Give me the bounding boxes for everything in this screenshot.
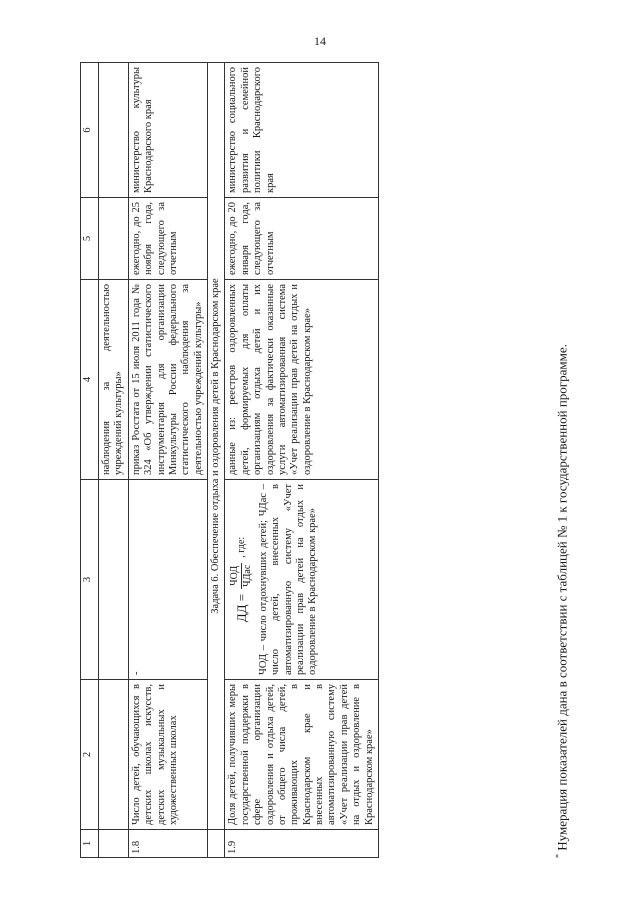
responsible-body: министерство культуры Краснодарского края bbox=[128, 63, 207, 198]
continuation-text: наблюдения за деятельностью учреждений культуры» bbox=[99, 280, 129, 480]
responsible-body: министерство социального развития и семейной политики Краснодарского края bbox=[225, 63, 379, 198]
footnote-text: Нумерация показателей дана в соответствии с таблицей № 1 к государственной программе. bbox=[554, 344, 570, 851]
formula-lhs: ДД = bbox=[234, 593, 249, 623]
indicator-name: Доля детей, получивших меры государственной поддержки в сфере организации оздоровления и отдыха детей, от общего числа детей, проживающих в Краснодарском крае и внесенных в автоматизированную систему «Учет реализации прав детей на отдых и оздоровление в Краснодарском крае» bbox=[225, 680, 379, 830]
row-number: 1.9 bbox=[225, 830, 379, 858]
header-col-3: 3 bbox=[81, 480, 99, 680]
formula-denominator: ЧДас bbox=[242, 564, 254, 587]
row-number: 1.8 bbox=[128, 830, 207, 858]
indicator-name: Число детей, обучающихся в детских школах искусств, детских музыкальных и художественных школах bbox=[128, 680, 207, 830]
table-row-1-9 bbox=[225, 63, 379, 858]
calculation-method: - bbox=[128, 480, 207, 680]
reporting-period: ежегодно, до 20 января года, следующего за отчетным bbox=[225, 198, 379, 280]
formula-tail: , где: bbox=[235, 536, 247, 558]
reporting-period: ежегодно, до 25 ноября года, следующего за отчетным bbox=[128, 198, 207, 280]
section-title: Задача 6. Обеспечение отдыха и оздоровления детей в Краснодарском крае bbox=[208, 63, 225, 830]
continuation-row bbox=[99, 63, 129, 858]
header-col-5: 5 bbox=[81, 198, 99, 280]
rotated-landscape-page bbox=[80, 38, 600, 858]
footnote bbox=[554, 38, 570, 858]
table-row-1-8 bbox=[128, 63, 207, 858]
formula bbox=[229, 484, 254, 675]
header-col-4: 4 bbox=[81, 280, 99, 480]
formula-numerator: ЧОД bbox=[229, 563, 242, 589]
header-col-6: 6 bbox=[81, 63, 99, 198]
data-source: приказ Росстата от 15 июля 2011 года № 324 «Об утверждении статистического инструментария для организации Минкультуры России федерального статистического наблюдения за деятельностью учреждений культуры» bbox=[128, 280, 207, 480]
table-header-row bbox=[81, 63, 99, 858]
header-col-1: 1 bbox=[81, 830, 99, 858]
header-col-2: 2 bbox=[81, 680, 99, 830]
indicators-table bbox=[80, 62, 379, 858]
formula-explanation: ЧОД – число отдохнувших детей; ЧДас – число детей, внесенных в автоматизированную систему «Учет реализации прав детей на отдых и оздоровление в Краснодарском крае» bbox=[257, 484, 319, 675]
data-source: данные из: реестров оздоровленных детей, формируемых для оплаты организациям отдыха детей и их оздоровления за фактически оказанные услуги автоматизированная система «Учет реализации прав детей на отдых и оздоровление в Краснодарском крае» bbox=[225, 280, 379, 480]
page-number: 14 bbox=[314, 34, 326, 48]
footnote-mark: * bbox=[554, 854, 563, 858]
formula-fraction bbox=[229, 562, 254, 590]
calculation-method bbox=[225, 480, 379, 680]
section-row bbox=[208, 63, 225, 858]
